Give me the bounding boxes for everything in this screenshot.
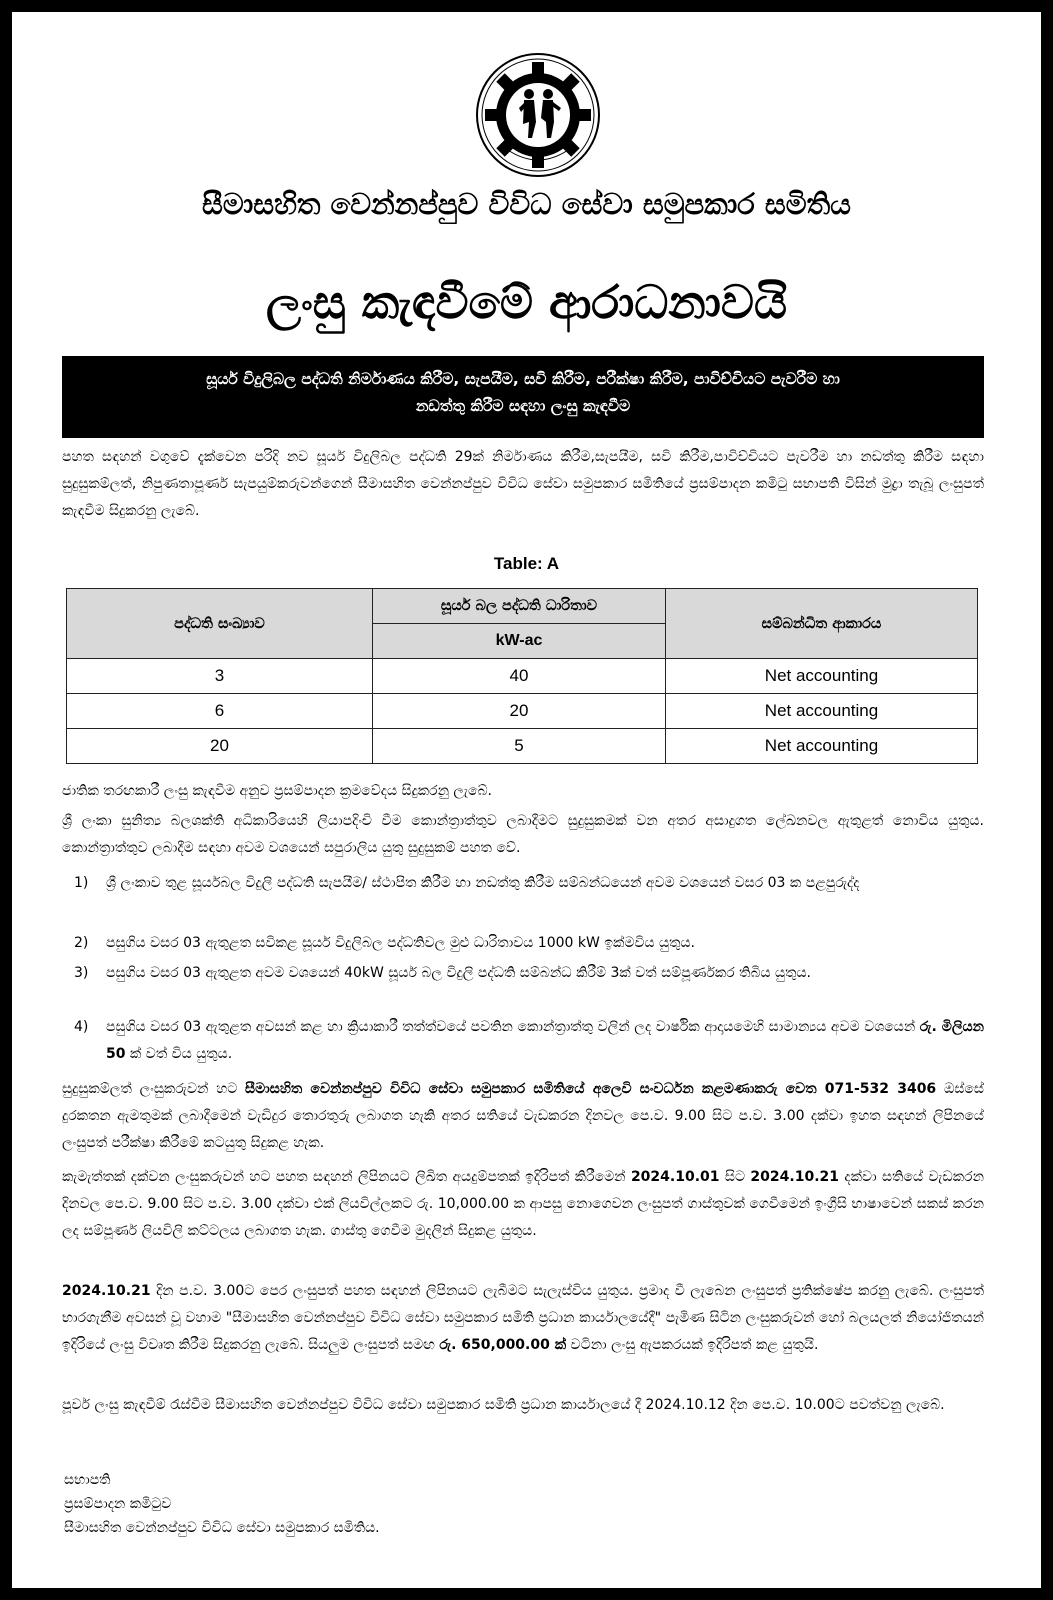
- column-header-capacity: සූර්ය බල පද්ධති ධාරිතාව: [373, 589, 666, 624]
- requirement-text-part: ක් වත් විය යුතුය.: [125, 1046, 233, 1062]
- cell-count: 3: [67, 659, 373, 694]
- contact-text: සුදුසුකම්ලත් ලංසුකරුවන් හට: [62, 1081, 246, 1097]
- cell-capacity: 20: [373, 694, 666, 729]
- gear-emblem-icon: [475, 52, 601, 178]
- column-header-unit: kW-ac: [373, 624, 666, 659]
- table-row: [67, 659, 978, 694]
- banner-line-1: සූර්ය විදුලිබල පද්ධති නිර්මාණය කිරීම, සැපයීම, සවි කිරීම, පරීක්ෂා කිරීම, පාවිච්චියට පැවරීම හා: [206, 370, 840, 388]
- signature-block: [64, 1468, 380, 1540]
- society-logo: [475, 52, 601, 178]
- column-header-count: පද්ධති සංඛ්‍යාව: [67, 589, 373, 659]
- table-row: [67, 729, 978, 764]
- purchase-text: සිට: [719, 1169, 751, 1185]
- purchase-paragraph: [62, 1164, 984, 1245]
- purchase-text: දක්වා සතියේ වැඩකරන දිනවල පෙ.ව. 9.00 සිට ප.ව. 3.00 දක්වා එක් ලියවිල්ලකට රු. 10,000.00 ක ආපසු නොගෙවන ලංසුපත් ගාස්තුවක් ගෙවීමෙන් ඉංග්‍රීසි භාෂාවෙන් සකස් කරන ලද සම්පූර්ණ ලියවිලි කට්ටලය ලබාගත හැක. ගාස්තු ගෙවීම මුදලින් සිදුකළ යුතුය.: [62, 1169, 984, 1239]
- cell-type: Net accounting: [666, 659, 978, 694]
- submission-text: දින ප.ව. 3.00ට පෙර ලංසුපත් පහත සඳහන් ලිපිනයට ලැබීමට සැලැස්විය යුතුය. ප්‍රමාද වී ලැබෙන ලංසුපත් ප්‍රතික්ෂේප කරනු ලැබේ. ලංසුපත් භාරගැනීම අවසන් වූ වහාම "සීමාසහිත වෙන්නප්පුව විවිධ සේවා සමුපකාර සමිති ප්‍රධාන කාර්යාලයේදී" පැමිණ සිටින ලංසුකරුවන් හෝ බලයලත් නියෝජිතයන් ඉදිරියේ ලංසු විවෘත කිරීම සිදුකරනු ලැබේ. සියලුම ලංසුපත් සමඟ: [62, 1283, 984, 1353]
- eligibility-paragraph: ශ්‍රී ලංකා සුනිත්‍ය බලශක්ති අධිකාරියෙහි ලියාපදිංචි වීම කොන්ත්‍රාත්තුව ලබාදීමට සුදුසුකමක් වන අතර අසාදුගත ලේඛනවල ඇතුළත් නොවිය යුතුය. කොන්ත්‍රාත්තුව ලබාදීම සඳහා අවම වශයෙන් සපුරාලිය යුතු සුදුසුකම් පහත වේ.: [62, 813, 984, 856]
- minimum-turnover: රු. මිලියන 50: [106, 1019, 984, 1062]
- requirement-number: 3): [74, 965, 89, 981]
- contact-paragraph: [62, 1076, 984, 1157]
- signature-chairman: සභාපති: [64, 1472, 111, 1488]
- cell-count: 20: [67, 729, 373, 764]
- cell-count: 6: [67, 694, 373, 729]
- contact-text: ඔස්සේ දුරකතන ඇමතුමක් ලබාදීමෙන් වැඩිදුර තොරතුරු ලබාගත හැකි අතර සතියේ වැඩකරන දිනවල පෙ.ව. 9.00 සිට ප.ව. 3.00 දක්වා ඉහත සඳහන් ලිපිනයේ ලංසුපත් පරීක්ෂා කිරීමේ කටයුතු සිදුකළ හැක.: [62, 1081, 985, 1151]
- signature-society: සීමාසහිත වෙන්නප්පුව විවිධ සේවා සමුපකාර සමිතිය.: [64, 1520, 380, 1536]
- closing-date: 2024.10.21: [62, 1283, 151, 1299]
- advertisement-page: [12, 12, 1041, 1588]
- requirement-number: 1): [74, 875, 89, 891]
- requirement-number: 2): [74, 935, 89, 951]
- requirement-number: 4): [74, 1019, 89, 1035]
- notice-title: ලංසු කැඳවීමේ ආරාධනාවයි: [265, 275, 788, 329]
- end-date: 2024.10.21: [750, 1169, 839, 1185]
- start-date: 2024.10.01: [630, 1169, 720, 1185]
- intro-paragraph: පහත සඳහන් වගුවේ දැක්වෙන පරිදි නව සූර්ය විදුලිබල පද්ධති 29ක් නිර්මාණය කිරීම,සැපයීම, සවි කිරීම,පාවිච්චියට පැවරීම හා නඩත්තු කිරීම සඳහා සුදුසුකම්ලත්, නිපුණතාපූර්ණ සැපයුම්කරුවන්ගෙන් සීමාසහිත වෙන්නප්පුව විවිධ සේවා සමුපකාර සමිතියේ ප්‍රසම්පාදන කමිටු සභාපති විසින් මුද්‍රා තැබූ ලංසුපත් කැඳවීම සිදුකරනු ලැබේ.: [62, 449, 984, 519]
- cell-capacity: 5: [373, 729, 666, 764]
- requirement-text-part: පසුගිය වසර 03 ඇතුළත අවසන් කළ හා ක්‍රියාකාරී තත්ත්වයේ පවතින කොන්ත්‍රාත්තු වලින් ලද වාර්ෂික ආදායමෙහි සාමාන්‍යය අවම වශයෙන්: [106, 1019, 920, 1035]
- submission-text: වටිනා ලංසු ඇපකරයක් ඉදිරිපත් කළ යුතුයි.: [566, 1337, 819, 1353]
- system-table: [66, 588, 978, 764]
- table-caption: Table: A: [493, 554, 560, 573]
- cell-type: Net accounting: [666, 694, 978, 729]
- requirement-text: පසුගිය වසර 03 ඇතුළත සවිකළ සූර්ය විදුලිබල පද්ධතිවල මුළු ධාරිතාවය 1000 kW ඉක්මවිය යුතුය.: [106, 935, 695, 951]
- organization-name: සීමාසහිත වෙන්නප්පුව විවිධ සේවා සමුපකාර සමිතිය: [202, 187, 851, 221]
- purchase-text: කැමැත්තක් දක්වන ලංසුකරුවන් හට පහත සඳහන් ලිපිනයට ලිඛිත අයදුම්පතක් ඉදිරිපත් කිරීමෙන්: [62, 1169, 631, 1185]
- cell-type: Net accounting: [666, 729, 978, 764]
- subject-banner: [62, 356, 984, 438]
- submission-paragraph: [62, 1278, 984, 1359]
- signature-committee: ප්‍රසම්පාදන කමිටුව: [64, 1496, 172, 1512]
- cell-capacity: 40: [373, 659, 666, 694]
- banner-line-2: නඩත්තු කිරීම සඳහා ලංසු කැඳවීම: [415, 397, 631, 415]
- requirement-text: පසුගිය වසර 03 ඇතුළත අවම වශයෙන් 40kW සූර්ය බල විදුලි පද්ධති සම්බන්ධ කිරීම් 3ක් වත් සම්පූර්ණකර තිබිය යුතුය.: [106, 965, 811, 981]
- bid-security-amount: රු. 650,000.00 ක්: [439, 1337, 567, 1353]
- requirement-text: [106, 1014, 984, 1068]
- column-header-type: සම්බන්ධිත ආකාරය: [666, 589, 978, 659]
- table-row: [67, 694, 978, 729]
- prebid-paragraph: පූර්ව ලංසු කැඳවීම් රැස්වීම සීමාසහිත වෙන්නප්පුව විවිධ සේවා සමුපකාර සමිති ප්‍රධාන කාර්යාලයේ දී 2024.10.12 දින පෙ.ව. 10.00ට පවත්වනු ලැබේ.: [62, 1397, 945, 1413]
- requirement-text: ශ්‍රී ලංකාව තුළ සූර්යබල විදුලි පද්ධති සැපයීම/ ස්ථාපිත කිරීම හා නඩත්තු කිරීම සම්බන්ධයෙන් අවම වශයෙන් වසර 03 ක පළපුරුද්ද: [106, 875, 860, 891]
- procurement-method-paragraph: ජාතික තරඟකාරී ලංසු කැඳවීම අනුව ප්‍රසම්පාදන ක්‍රමවේදය සිදුකරනු ලැබේ.: [62, 783, 493, 799]
- contact-phone: සීමාසහිත වෙන්නප්පුව විවිධ සේවා සමුපකාර සමිතියේ අලෙවි සංවර්ධන කළමණාකරු වෙත 071-532 3406: [245, 1081, 937, 1097]
